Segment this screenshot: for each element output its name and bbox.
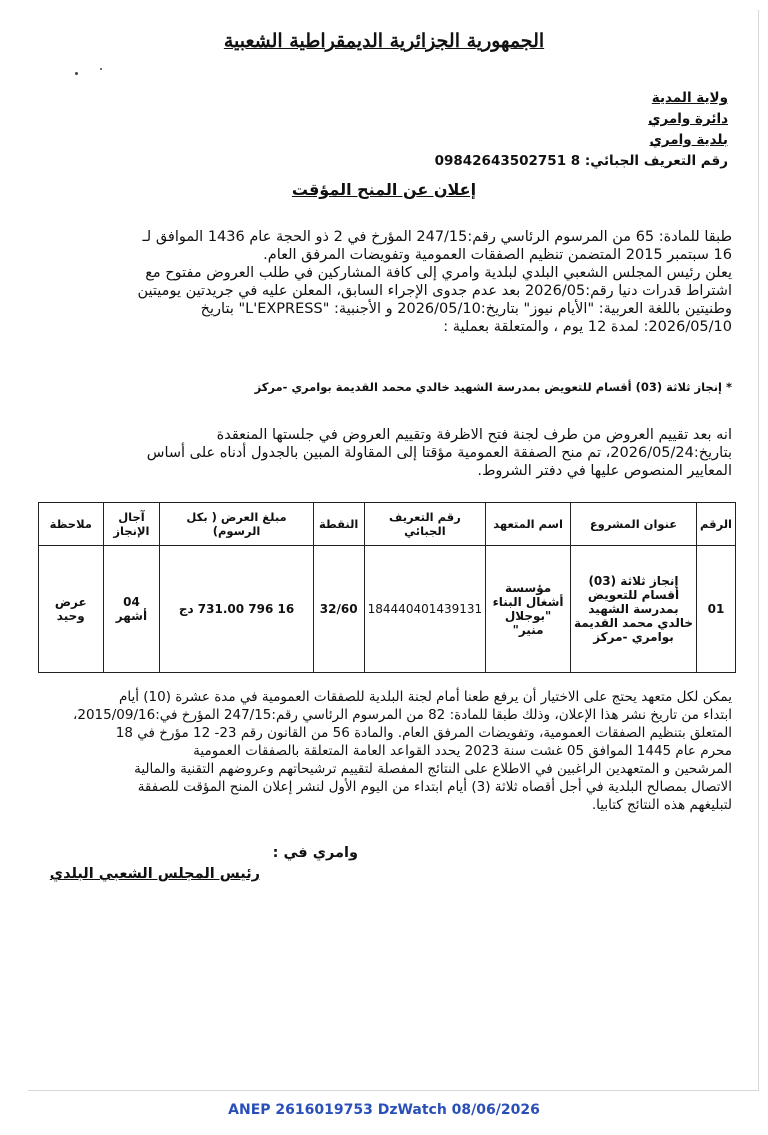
scan-speck [100, 68, 102, 70]
cell-delay: 04 أشهر [103, 546, 160, 673]
appeal-line: ابتداء من تاريخ نشر هذا الإعلان، وذلك طبقا للمادة: 82 من المرسوم الرئاسي رقم:247/15 المؤرخ في:2015/09/16، [73, 707, 732, 723]
appeal-line: لتبليغهم هذه النتائج كتابيا. [591, 797, 732, 813]
appeal-line: يمكن لكل متعهد يحتج على الاختيار أن يرفع طعنا أمام لجنة البلدية للصفقات العمومية في مدة عشرة (10) أيام [119, 689, 732, 705]
signature-place: وامري في : [272, 845, 358, 861]
tax-id-value: 09842643502751 8 [434, 153, 581, 169]
scan-speck [75, 72, 78, 75]
intro-line: طبقا للمادة: 65 من المرسوم الرئاسي رقم:247/15 المؤرخ في 2 ذو الحجة عام 1436 الموافق لـ [142, 229, 732, 245]
cell-bidder: مؤسسة أشغال البناء "بوجلال منير" [486, 546, 571, 673]
intro-line: اشتراط قدرات دنيا رقم:2026/05 بعد عدم جدوى الإجراء السابق، المعلن عليه في جريدتين يوميتين [137, 283, 732, 299]
signature-title: رئيس المجلس الشعبي البلدي [49, 866, 260, 882]
header-tax-id: رقم التعريف الجبائي [364, 503, 486, 546]
cell-project: إنجاز ثلاثة (03) أقسام للتعويض بمدرسة الشهيد خالدي محمد القديمة بوامري -مركز [570, 546, 696, 673]
evaluation-line: المعايير المنصوص عليها في دفتر الشروط. [477, 463, 732, 479]
cell-amount: 16 796 731.00 دج [160, 546, 313, 673]
intro-line: يعلن رئيس المجلس الشعبي البلدي لبلدية وامري إلى كافة المشاركين في طلب العروض مفتوح مع [145, 265, 732, 281]
evaluation-line: بتاريخ:2026/05/24، تم منح الصفقة العمومية مؤقتا إلى المقاولة المبين بالجدول أدناه على أساس [146, 445, 732, 461]
intro-line: 16 سبتمبر 2015 المتضمن تنظيم الصفقات العمومية وتفويضات المرفق العام. [263, 247, 732, 263]
daira-label: دائرة وامري [648, 111, 728, 127]
tax-id-label: رقم التعريف الجبائي: [584, 153, 728, 169]
intro-paragraph [34, 228, 732, 336]
publication-footer: ANEP 2616019753 DzWatch 08/06/2026 [228, 1102, 540, 1118]
appeal-line: محرم عام 1445 الموافق 05 غشت سنة 2023 يحدد القواعد العامة المتعلقة بالصفقات العمومية [193, 743, 732, 759]
cell-score: 32/60 [313, 546, 364, 673]
appeal-line: الاتصال بمصالح البلدية في أجل أقصاه ثلاثة (3) أيام ابتداء من اليوم الأول لنشر إعلان المنح المؤقت للصفقة [137, 779, 732, 795]
intro-line: وطنيتين باللغة العربية: "الأيام نيوز" بتاريخ:2026/05/10 و الأجنبية: "L'EXPRESS" بتاريخ [200, 301, 732, 317]
appeal-line: المرشحين و المتعهدين الراغبين في الاطلاع على النتائج المفصلة لتقييم ترشيحاتهم وعروضهم التقنية والمالية [134, 761, 732, 777]
header-delay: آجال الإنجاز [103, 503, 160, 546]
header-amount: مبلغ العرض ( بكل الرسوم) [160, 503, 313, 546]
cell-tax-id: 184440401439131 [364, 546, 486, 673]
appeal-line: المتعلق بتنظيم الصفقات العمومية، وتفويضات المرفق العام. والمادة 56 من القانون رقم 23- 12 مؤرخ في 18 [115, 725, 732, 741]
admin-block [398, 88, 728, 172]
header-num: الرقم [697, 503, 736, 546]
table-header-row [39, 503, 736, 546]
intro-line: 2026/05/10: لمدة 12 يوم ، والمتعلقة بعملية : [443, 319, 732, 335]
announcement-title: إعلان عن المنح المؤقت [291, 180, 477, 199]
table-row [39, 546, 736, 673]
operation-bullet: * إنجاز ثلاثة (03) أقسام للتعويض بمدرسة الشهيد خالدي محمد القديمة بوامري -مركز [254, 380, 732, 394]
header-score: النقطة [313, 503, 364, 546]
evaluation-line: انه بعد تقييم العروض من طرف لجنة فتح الاظرفة وتقييم العروض في جلستها المنعقدة [216, 427, 732, 443]
cell-num: 01 [697, 546, 736, 673]
appeal-paragraph [34, 688, 732, 814]
header-bidder: اسم المتعهد [486, 503, 571, 546]
evaluation-paragraph [34, 426, 732, 480]
award-table [38, 502, 736, 673]
wilaya-label: ولاية المدية [651, 90, 728, 106]
cell-note: عرض وحيد [39, 546, 104, 673]
baladia-label: بلدية وامري [649, 132, 728, 148]
header-note: ملاحظة [39, 503, 104, 546]
header-project: عنوان المشروع [570, 503, 696, 546]
country-header: الجمهورية الجزائرية الديمقراطية الشعبية [223, 30, 545, 52]
tax-id-line [398, 151, 728, 172]
